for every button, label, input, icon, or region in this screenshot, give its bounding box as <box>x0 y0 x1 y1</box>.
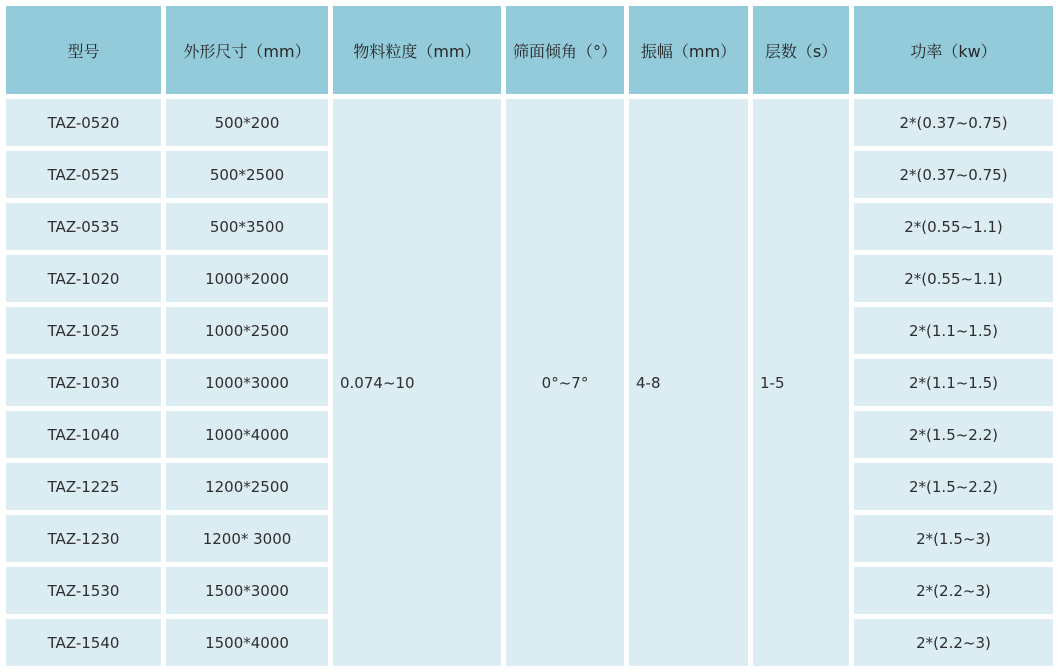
model-cell: TAZ-1540 <box>6 619 161 666</box>
power-cell: 2*(2.2~3) <box>854 619 1053 666</box>
size-cell: 1000*3000 <box>166 359 328 406</box>
size-cell: 500*200 <box>166 99 328 146</box>
incline-merged-cell: 0°~7° <box>506 99 624 666</box>
power-cell: 2*(0.55~1.1) <box>854 255 1053 302</box>
layers-merged-cell: 1-5 <box>753 99 849 666</box>
spec-table <box>1 1 1058 671</box>
table-header <box>6 6 1053 94</box>
model-cell: TAZ-1530 <box>6 567 161 614</box>
power-cell: 2*(1.1~1.5) <box>854 359 1053 406</box>
model-cell: TAZ-0535 <box>6 203 161 250</box>
model-cell: TAZ-0520 <box>6 99 161 146</box>
size-cell: 500*2500 <box>166 151 328 198</box>
particle-size-merged-cell: 0.074~10 <box>333 99 501 666</box>
power-cell: 2*(0.37~0.75) <box>854 151 1053 198</box>
power-cell: 2*(1.5~3) <box>854 515 1053 562</box>
size-cell: 1500*4000 <box>166 619 328 666</box>
column-header-amplitude: 振幅（mm） <box>629 6 748 94</box>
power-cell: 2*(0.55~1.1) <box>854 203 1053 250</box>
size-cell: 500*3500 <box>166 203 328 250</box>
model-cell: TAZ-0525 <box>6 151 161 198</box>
model-cell: TAZ-1040 <box>6 411 161 458</box>
size-cell: 1000*4000 <box>166 411 328 458</box>
column-header-incline: 筛面倾角（°） <box>506 6 624 94</box>
model-cell: TAZ-1020 <box>6 255 161 302</box>
size-cell: 1200* 3000 <box>166 515 328 562</box>
size-cell: 1000*2500 <box>166 307 328 354</box>
model-cell: TAZ-1230 <box>6 515 161 562</box>
column-header-layers: 层数（s） <box>753 6 849 94</box>
column-header-dimensions: 外形尺寸（mm） <box>166 6 328 94</box>
size-cell: 1000*2000 <box>166 255 328 302</box>
power-cell: 2*(1.5~2.2) <box>854 411 1053 458</box>
amplitude-merged-cell: 4-8 <box>629 99 748 666</box>
column-header-model: 型号 <box>6 6 161 94</box>
power-cell: 2*(0.37~0.75) <box>854 99 1053 146</box>
model-cell: TAZ-1030 <box>6 359 161 406</box>
power-cell: 2*(1.1~1.5) <box>854 307 1053 354</box>
model-cell: TAZ-1025 <box>6 307 161 354</box>
size-cell: 1500*3000 <box>166 567 328 614</box>
power-cell: 2*(1.5~2.2) <box>854 463 1053 510</box>
size-cell: 1200*2500 <box>166 463 328 510</box>
column-header-power: 功率（kw） <box>854 6 1053 94</box>
power-cell: 2*(2.2~3) <box>854 567 1053 614</box>
table-row <box>6 99 1053 146</box>
column-header-particle-size: 物料粒度（mm） <box>333 6 501 94</box>
table-body <box>6 99 1053 666</box>
model-cell: TAZ-1225 <box>6 463 161 510</box>
header-row <box>6 6 1053 94</box>
